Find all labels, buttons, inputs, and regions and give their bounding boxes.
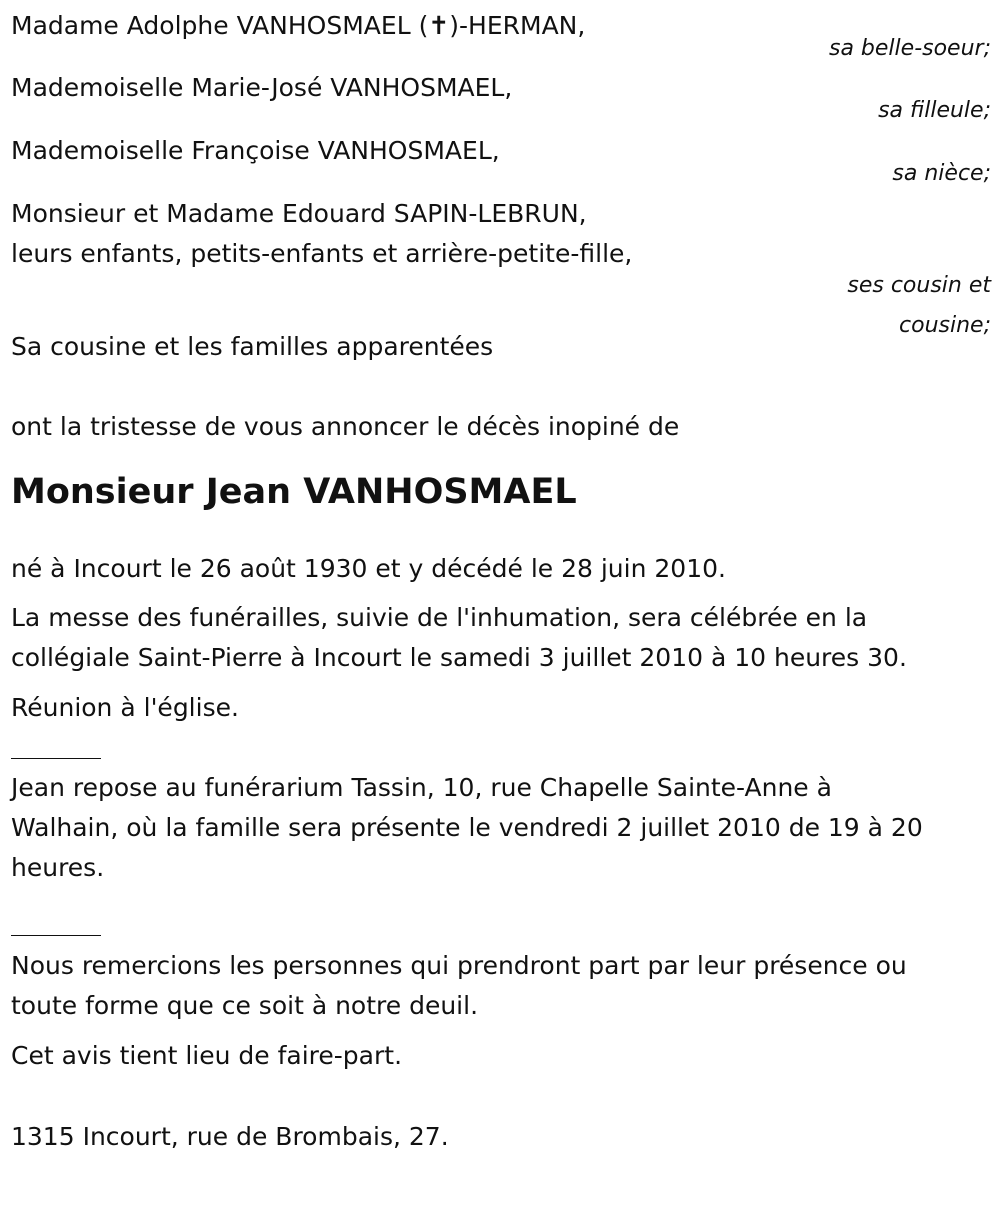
family-relation-continued: cousine;: [899, 313, 991, 338]
birth-death: né à Incourt le 26 août 1930 et y décédé le 28 juin 2010.: [11, 554, 726, 583]
family-relation: sa belle-soeur;: [829, 36, 991, 61]
mass-paragraph: [11, 598, 991, 678]
family-entry: [11, 68, 991, 131]
family-name-continued: leurs enfants, petits-enfants et arrière-petite-fille,: [11, 239, 633, 268]
family-entry: [11, 194, 991, 337]
family-name: Monsieur et Madame Edouard SAPIN-LEBRUN,: [11, 199, 587, 228]
family-relation: sa filleule;: [878, 98, 991, 123]
deceased-name: Monsieur Jean VANHOSMAEL: [11, 472, 577, 512]
death-notice: [11, 6, 991, 1157]
announce-line: ont la tristesse de vous annoncer le décès inopiné de: [11, 412, 680, 441]
family-entry: [11, 6, 991, 68]
family-relation: sa nièce;: [892, 161, 991, 186]
cousin-line: Sa cousine et les familles apparentées: [11, 332, 494, 361]
family-name: Mademoiselle Françoise VANHOSMAEL,: [11, 136, 500, 165]
notice-line: Cet avis tient lieu de faire-part.: [11, 1041, 403, 1070]
thanks-line: Nous remercions les personnes qui prendront part par leur présence ou: [11, 951, 907, 980]
mass-line: collégiale Saint-Pierre à Incourt le samedi 3 juillet 2010 à 10 heures 30.: [11, 643, 907, 672]
thanks-line: toute forme que ce soit à notre deuil.: [11, 991, 479, 1020]
mass-line: La messe des funérailles, suivie de l'inhumation, sera célébrée en la: [11, 603, 868, 632]
funeral-home-line: Walhain, où la famille sera présente le vendredi 2 juillet 2010 de 19 à 20: [11, 813, 923, 842]
separator: [11, 905, 101, 945]
funeral-home-line: Jean repose au funérarium Tassin, 10, rue Chapelle Sainte-Anne à: [11, 773, 832, 802]
thanks-paragraph: [11, 946, 991, 1026]
funeral-home-line: heures.: [11, 853, 105, 882]
family-relation: ses cousin et: [847, 273, 991, 298]
funeral-home-paragraph: [11, 768, 991, 888]
separator: [11, 728, 101, 768]
family-entry: [11, 131, 991, 194]
family-name: Mademoiselle Marie-José VANHOSMAEL,: [11, 73, 513, 102]
meeting-line: Réunion à l'église.: [11, 693, 239, 722]
address-line: 1315 Incourt, rue de Brombais, 27.: [11, 1122, 449, 1151]
family-name: Madame Adolphe VANHOSMAEL (✝)-HERMAN,: [11, 11, 586, 40]
